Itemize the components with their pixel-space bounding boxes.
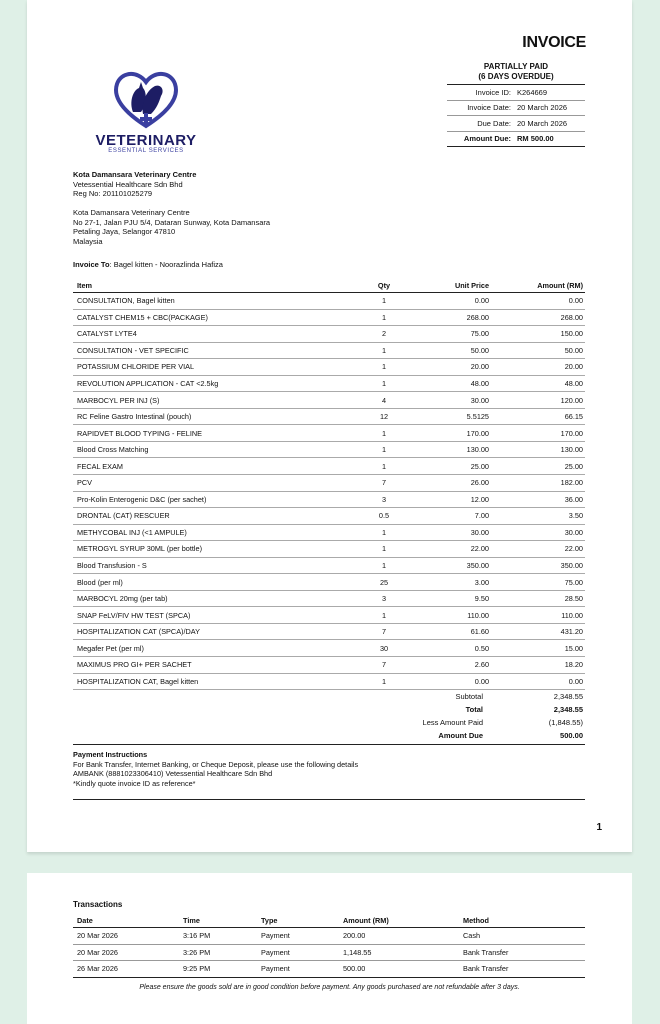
cell-qty: 3 xyxy=(381,594,387,604)
clinic-logo xyxy=(83,68,209,158)
cell-amount: 150.00 xyxy=(560,329,583,339)
cell-unit: 2.60 xyxy=(474,660,489,670)
table-row xyxy=(73,392,585,409)
cell-item: Blood Transfusion - S xyxy=(77,561,147,571)
cell-amount: 120.00 xyxy=(560,395,583,405)
cell-amount: 36.00 xyxy=(564,494,583,504)
cell-time: 3:16 PM xyxy=(183,931,211,941)
cell-date: 26 Mar 2026 xyxy=(77,964,118,974)
cell-item: METHYCOBAL INJ (<1 AMPULE) xyxy=(77,527,187,537)
cell-item: MAXIMUS PRO GI+ PER SACHET xyxy=(77,660,192,670)
cell-qty: 7 xyxy=(381,478,387,488)
cell-unit: 3.00 xyxy=(474,577,489,587)
cell-qty: 1 xyxy=(381,345,387,355)
cell-item: DRONTAL (CAT) RESCUER xyxy=(77,511,170,521)
cell-unit: 26.00 xyxy=(470,478,489,488)
amount-due-row: Amount Due 500.00 xyxy=(438,731,583,740)
cell-unit: 25.00 xyxy=(470,461,489,471)
table-row xyxy=(73,442,585,459)
cell-unit: 48.00 xyxy=(470,379,489,388)
cell-amount: 48.00 xyxy=(564,379,583,388)
cell-time: 3:26 PM xyxy=(183,947,211,957)
cell-item: PCV xyxy=(77,478,93,488)
cell-item: MARBOCYL PER INJ (S) xyxy=(77,395,160,405)
transaction-row xyxy=(73,945,585,962)
cell-date: 20 Mar 2026 xyxy=(77,931,118,941)
table-row xyxy=(73,541,585,558)
cell-amount: 1,148.55 xyxy=(343,947,372,957)
cell-item: FECAL EXAM xyxy=(77,461,123,471)
table-row xyxy=(73,310,585,327)
items-header: Item Qty Unit Price Amount (RM) xyxy=(73,278,585,293)
cell-item: CONSULTATION, Bagel kitten xyxy=(77,296,175,306)
cell-amount: 30.00 xyxy=(564,527,583,537)
clinic-name: Kota Damansara Veterinary Centre xyxy=(73,170,197,179)
cell-amount: 75.00 xyxy=(564,577,583,587)
cell-amount: 20.00 xyxy=(564,362,583,372)
cell-item: SNAP FeLV/FIV HW TEST (SPCA) xyxy=(77,610,191,620)
cell-unit: 20.00 xyxy=(470,362,489,372)
table-row xyxy=(73,525,585,542)
total-row: Total 2,348.55 xyxy=(465,705,583,714)
table-row xyxy=(73,591,585,608)
brand-name: VETERINARY xyxy=(95,132,197,149)
cell-item: CATALYST CHEM15 + CBC(PACKAGE) xyxy=(77,312,208,322)
cell-qty: 4 xyxy=(381,395,387,405)
items-table xyxy=(73,278,585,690)
cell-unit: 170.00 xyxy=(466,428,489,438)
cell-unit: 75.00 xyxy=(470,329,489,339)
table-row xyxy=(73,359,585,376)
table-row xyxy=(73,508,585,525)
table-row xyxy=(73,458,585,475)
cell-unit: 9.50 xyxy=(474,594,489,604)
cell-amount: 0.00 xyxy=(568,296,583,306)
payment-status: PARTIALLY PAID (6 DAYS OVERDUE) xyxy=(478,62,554,81)
meta-invoice-date: Invoice Date: 20 March 2026 xyxy=(447,101,585,117)
cell-qty: 30 xyxy=(379,643,389,653)
cell-item: Pro-Kolin Enterogenic D&C (per sachet) xyxy=(77,494,207,504)
cell-amount: 110.00 xyxy=(561,610,583,620)
cell-item: POTASSIUM CHLORIDE PER VIAL xyxy=(77,362,195,372)
cell-qty: 25 xyxy=(379,577,389,587)
cell-item: HOSPITALIZATION CAT (SPCA)/DAY xyxy=(77,627,200,637)
payment-instructions: Payment Instructions For Bank Transfer, Internet Banking, or Cheque Deposit, please use the following details AMBANK (8881023306410) Vetessential Healthcare Sdn Bhd *Kindly quote invoice ID as reference* xyxy=(73,744,585,800)
cell-qty: 1 xyxy=(381,561,387,571)
clinic-reg: Reg No: 201101025279 xyxy=(73,189,153,198)
invoice-page-2 xyxy=(27,873,632,1024)
items-body xyxy=(73,293,585,690)
meta-invoice-id: Invoice ID: K264669 xyxy=(447,85,585,101)
table-row xyxy=(73,409,585,426)
transactions-header: Date Time Type Amount (RM) Method xyxy=(73,913,585,928)
cell-unit: 0.00 xyxy=(474,296,489,306)
cell-amount: 350.00 xyxy=(560,561,583,571)
meta-due-date: Due Date: 20 March 2026 xyxy=(447,116,585,132)
clinic-details xyxy=(73,170,196,199)
cell-unit: 130.00 xyxy=(466,445,489,455)
cell-item: RAPIDVET BLOOD TYPING - FELINE xyxy=(77,428,203,438)
table-row xyxy=(73,293,585,310)
cell-item: METROGYL SYRUP 30ML (per bottle) xyxy=(77,544,203,554)
cell-amount: 170.00 xyxy=(560,428,583,438)
cell-amount: 66.15 xyxy=(564,412,583,422)
brand-subtitle: ESSENTIAL SERVICES xyxy=(108,148,184,154)
cell-unit: 0.00 xyxy=(474,676,489,686)
cell-amount: 22.00 xyxy=(564,544,583,554)
cell-unit: 7.00 xyxy=(474,511,489,521)
cell-unit: 5.5125 xyxy=(466,412,489,422)
cell-qty: 1 xyxy=(381,296,387,306)
table-row xyxy=(73,558,585,575)
cell-item: HOSPITALIZATION CAT, Bagel kitten xyxy=(77,676,199,686)
cell-method: Bank Transfer xyxy=(463,964,509,974)
cell-amount: 200.00 xyxy=(343,931,366,941)
page-number: 1 xyxy=(596,822,602,833)
cell-item: Megafer Pet (per ml) xyxy=(77,643,144,653)
cell-qty: 3 xyxy=(381,494,387,504)
cell-unit: 268.00 xyxy=(466,312,489,322)
cell-type: Payment xyxy=(261,931,290,941)
table-row xyxy=(73,607,585,624)
transaction-row xyxy=(73,961,585,978)
amount-paid-row: Less Amount Paid (1,848.55) xyxy=(422,718,583,727)
cell-qty: 12 xyxy=(379,412,389,422)
cell-qty: 1 xyxy=(381,312,387,322)
table-row xyxy=(73,640,585,657)
cell-item: RC Feline Gastro Intestinal (pouch) xyxy=(77,412,192,422)
cell-time: 9:25 PM xyxy=(183,964,211,974)
cell-qty: 7 xyxy=(381,627,387,637)
footer-note: Please ensure the goods sold are in good condition before payment. Any goods purchased are not refundable after 3 days. xyxy=(139,984,520,991)
cell-item: REVOLUTION APPLICATION - CAT <2.5kg xyxy=(77,379,219,388)
table-row xyxy=(73,657,585,674)
cell-amount: 50.00 xyxy=(564,345,583,355)
cell-unit: 350.00 xyxy=(466,561,489,571)
cell-amount: 3.50 xyxy=(568,511,583,521)
cell-amount: 500.00 xyxy=(343,964,366,974)
totals xyxy=(73,690,585,742)
invoice-meta xyxy=(447,84,585,147)
cell-unit: 61.60 xyxy=(470,627,489,637)
cell-qty: 1 xyxy=(381,461,387,471)
cell-unit: 30.00 xyxy=(470,395,489,405)
transactions-table xyxy=(73,913,585,978)
cell-amount: 431.20 xyxy=(560,627,583,637)
cell-qty: 1 xyxy=(381,379,387,388)
cell-amount: 18.20 xyxy=(564,660,583,670)
cell-qty: 2 xyxy=(381,329,387,339)
meta-amount-due: Amount Due: RM 500.00 xyxy=(447,132,585,148)
cell-qty: 7 xyxy=(381,660,387,670)
cell-qty: 0.5 xyxy=(378,511,390,521)
invoice-to: Invoice To: Bagel kitten - Noorazlinda Hafiza xyxy=(73,260,223,269)
cell-item: Blood Cross Matching xyxy=(77,445,149,455)
cell-unit: 0.50 xyxy=(474,643,489,653)
cell-item: CATALYST LYTE4 xyxy=(77,329,137,339)
pet-heart-icon xyxy=(111,68,181,132)
cell-item: MARBOCYL 20mg (per tab) xyxy=(77,594,168,604)
transactions-title: Transactions xyxy=(73,900,123,909)
transactions-body xyxy=(73,928,585,978)
cell-amount: 25.00 xyxy=(564,461,583,471)
table-row xyxy=(73,492,585,509)
cell-unit: 110.00 xyxy=(467,610,489,620)
cell-unit: 50.00 xyxy=(470,345,489,355)
cell-date: 20 Mar 2026 xyxy=(77,947,118,957)
transaction-row xyxy=(73,928,585,945)
clinic-company: Vetessential Healthcare Sdn Bhd xyxy=(73,179,183,189)
cell-qty: 1 xyxy=(381,362,387,372)
cell-qty: 1 xyxy=(381,445,387,455)
table-row xyxy=(73,624,585,641)
table-row xyxy=(73,574,585,591)
table-row xyxy=(73,475,585,492)
cell-unit: 30.00 xyxy=(470,527,489,537)
cell-amount: 130.00 xyxy=(560,445,583,455)
cell-type: Payment xyxy=(261,964,290,974)
table-row xyxy=(73,425,585,442)
table-row xyxy=(73,343,585,360)
cell-amount: 0.00 xyxy=(568,676,583,686)
cell-method: Cash xyxy=(463,931,481,941)
clinic-address: Kota Damansara Veterinary Centre No 27-1, Jalan PJU 5/4, Dataran Sunway, Kota Damansara Petaling Jaya, Selangor 47810 Malaysia xyxy=(73,208,271,246)
cell-unit: 12.00 xyxy=(470,494,489,504)
cell-qty: 1 xyxy=(381,610,387,620)
subtotal-row: Subtotal 2,348.55 xyxy=(455,692,583,701)
invoice-page-1 xyxy=(27,0,632,852)
cell-unit: 22.00 xyxy=(470,544,489,554)
cell-item: CONSULTATION - VET SPECIFIC xyxy=(77,345,189,355)
table-row xyxy=(73,674,585,691)
table-row xyxy=(73,376,585,393)
cell-amount: 28.50 xyxy=(564,594,583,604)
cell-qty: 1 xyxy=(381,544,387,554)
cell-qty: 1 xyxy=(381,428,387,438)
cell-qty: 1 xyxy=(381,676,387,686)
cell-amount: 182.00 xyxy=(560,478,583,488)
cell-item: Blood (per ml) xyxy=(77,577,123,587)
cell-method: Bank Transfer xyxy=(463,947,509,957)
invoice-title: INVOICE xyxy=(522,34,586,51)
cell-amount: 15.00 xyxy=(564,643,583,653)
cell-type: Payment xyxy=(261,947,290,957)
cell-qty: 1 xyxy=(381,527,387,537)
table-row xyxy=(73,326,585,343)
cell-amount: 268.00 xyxy=(560,312,583,322)
